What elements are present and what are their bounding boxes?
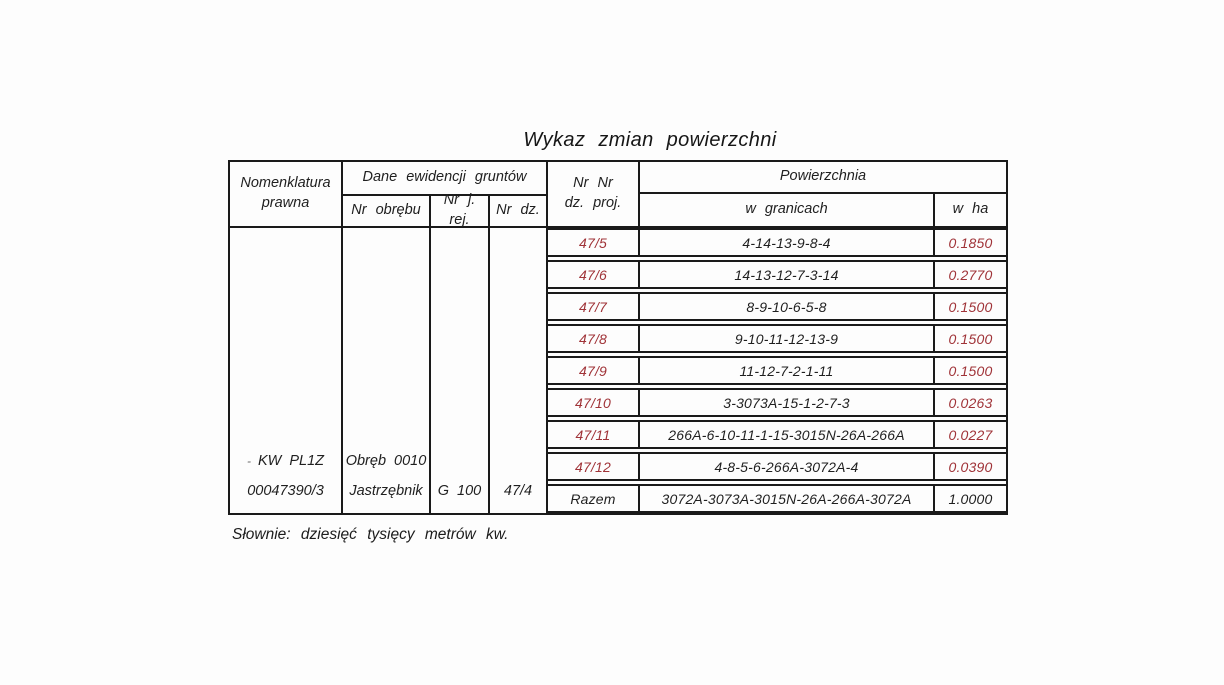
- document-title: Wykaz zmian powierzchni: [523, 129, 777, 151]
- header-w-granicach: w granicach: [640, 194, 935, 228]
- header-nr-dz-proj-line2: dz. proj.: [564, 195, 622, 211]
- cell-razem-label: Razem: [548, 486, 640, 511]
- kw-number-line2: 00047390/3: [247, 483, 324, 499]
- cell-w-ha: 0.1850: [948, 234, 993, 251]
- cell-w-ha: 0.0227: [948, 426, 993, 443]
- cell-w-granicach: 4-8-5-6-266A-3072A-4: [640, 454, 935, 479]
- header-w-ha: w ha: [935, 194, 1006, 228]
- cell-w-granicach: 4-14-13-9-8-4: [640, 230, 935, 255]
- cell-nr-proj: 47/7: [548, 294, 640, 319]
- table-row: [548, 260, 1006, 289]
- header-nr-dz-proj: [548, 162, 640, 228]
- obreb-line1: Obręb 0010: [345, 453, 427, 469]
- cell-nr-proj: 47/6: [548, 262, 640, 287]
- cell-w-granicach: 8-9-10-6-5-8: [640, 294, 935, 319]
- area-changes-table: [228, 160, 1008, 515]
- table-row: [548, 388, 1006, 417]
- cell-nr-proj: 47/8: [548, 326, 640, 351]
- table-row: [548, 324, 1006, 353]
- header-nr-dz: Nr dz.: [490, 196, 548, 228]
- obreb-line2: Jastrzębnik: [349, 483, 423, 499]
- header-group-dane-ewidencji: Dane ewidencji gruntów: [343, 162, 548, 196]
- cell-w-ha: 0.1500: [948, 362, 993, 379]
- table-row: [548, 452, 1006, 481]
- cell-w-ha: 1.0000: [948, 490, 993, 507]
- cell-w-granicach: 14-13-12-7-3-14: [640, 262, 935, 287]
- table-row: [548, 292, 1006, 321]
- cell-w-granicach: 3-3073A-15-1-2-7-3: [640, 390, 935, 415]
- body-nr-obrebu: [343, 228, 431, 513]
- header-nomenklatura-prawna: [230, 162, 343, 228]
- cell-nr-proj: 47/11: [548, 422, 640, 447]
- cell-w-ha: 0.0390: [948, 458, 993, 475]
- dz-value: 47/4: [503, 483, 533, 499]
- body-nr-j-rej: [431, 228, 490, 513]
- stray-mark: -: [246, 454, 251, 468]
- header-nr-j-rej: Nr j. rej.: [431, 196, 490, 228]
- table-row-total: [548, 484, 1006, 513]
- amount-in-words-note: Słownie: dziesięć tysięcy metrów kw.: [232, 526, 509, 543]
- table-row: [548, 420, 1006, 449]
- header-nomenklatura-line2: prawna: [261, 195, 310, 211]
- cell-nr-proj: 47/12: [548, 454, 640, 479]
- header-nr-obrebu: Nr obrębu: [343, 196, 431, 228]
- header-nomenklatura-line1: Nomenklatura: [240, 175, 331, 192]
- cell-w-granicach: 11-12-7-2-1-11: [640, 358, 935, 383]
- cell-w-ha: 0.0263: [948, 394, 993, 411]
- kw-number-line1: - KW PL1Z: [246, 453, 325, 469]
- body-nr-dz: [490, 228, 548, 513]
- cell-w-granicach: 3072A-3073A-3015N-26A-266A-3072A: [640, 486, 935, 511]
- cell-w-ha: 0.2770: [948, 266, 993, 283]
- cell-nr-proj: 47/5: [548, 230, 640, 255]
- cell-w-ha: 0.1500: [948, 330, 993, 347]
- body-nomenklatura-prawna: [230, 228, 343, 513]
- parcel-rows: [548, 228, 1006, 513]
- header-nr-dz-proj-line1: Nr Nr: [573, 175, 613, 192]
- cell-nr-proj: 47/10: [548, 390, 640, 415]
- cell-w-granicach: 266A-6-10-11-1-15-3015N-26A-266A: [640, 422, 935, 447]
- table-row: [548, 356, 1006, 385]
- table-row: [548, 228, 1006, 257]
- cell-nr-proj: 47/9: [548, 358, 640, 383]
- j-rej-value: G 100: [437, 483, 482, 499]
- cell-w-ha: 0.1500: [948, 298, 993, 315]
- cell-w-granicach: 9-10-11-12-13-9: [640, 326, 935, 351]
- header-group-powierzchnia: Powierzchnia: [640, 162, 1006, 194]
